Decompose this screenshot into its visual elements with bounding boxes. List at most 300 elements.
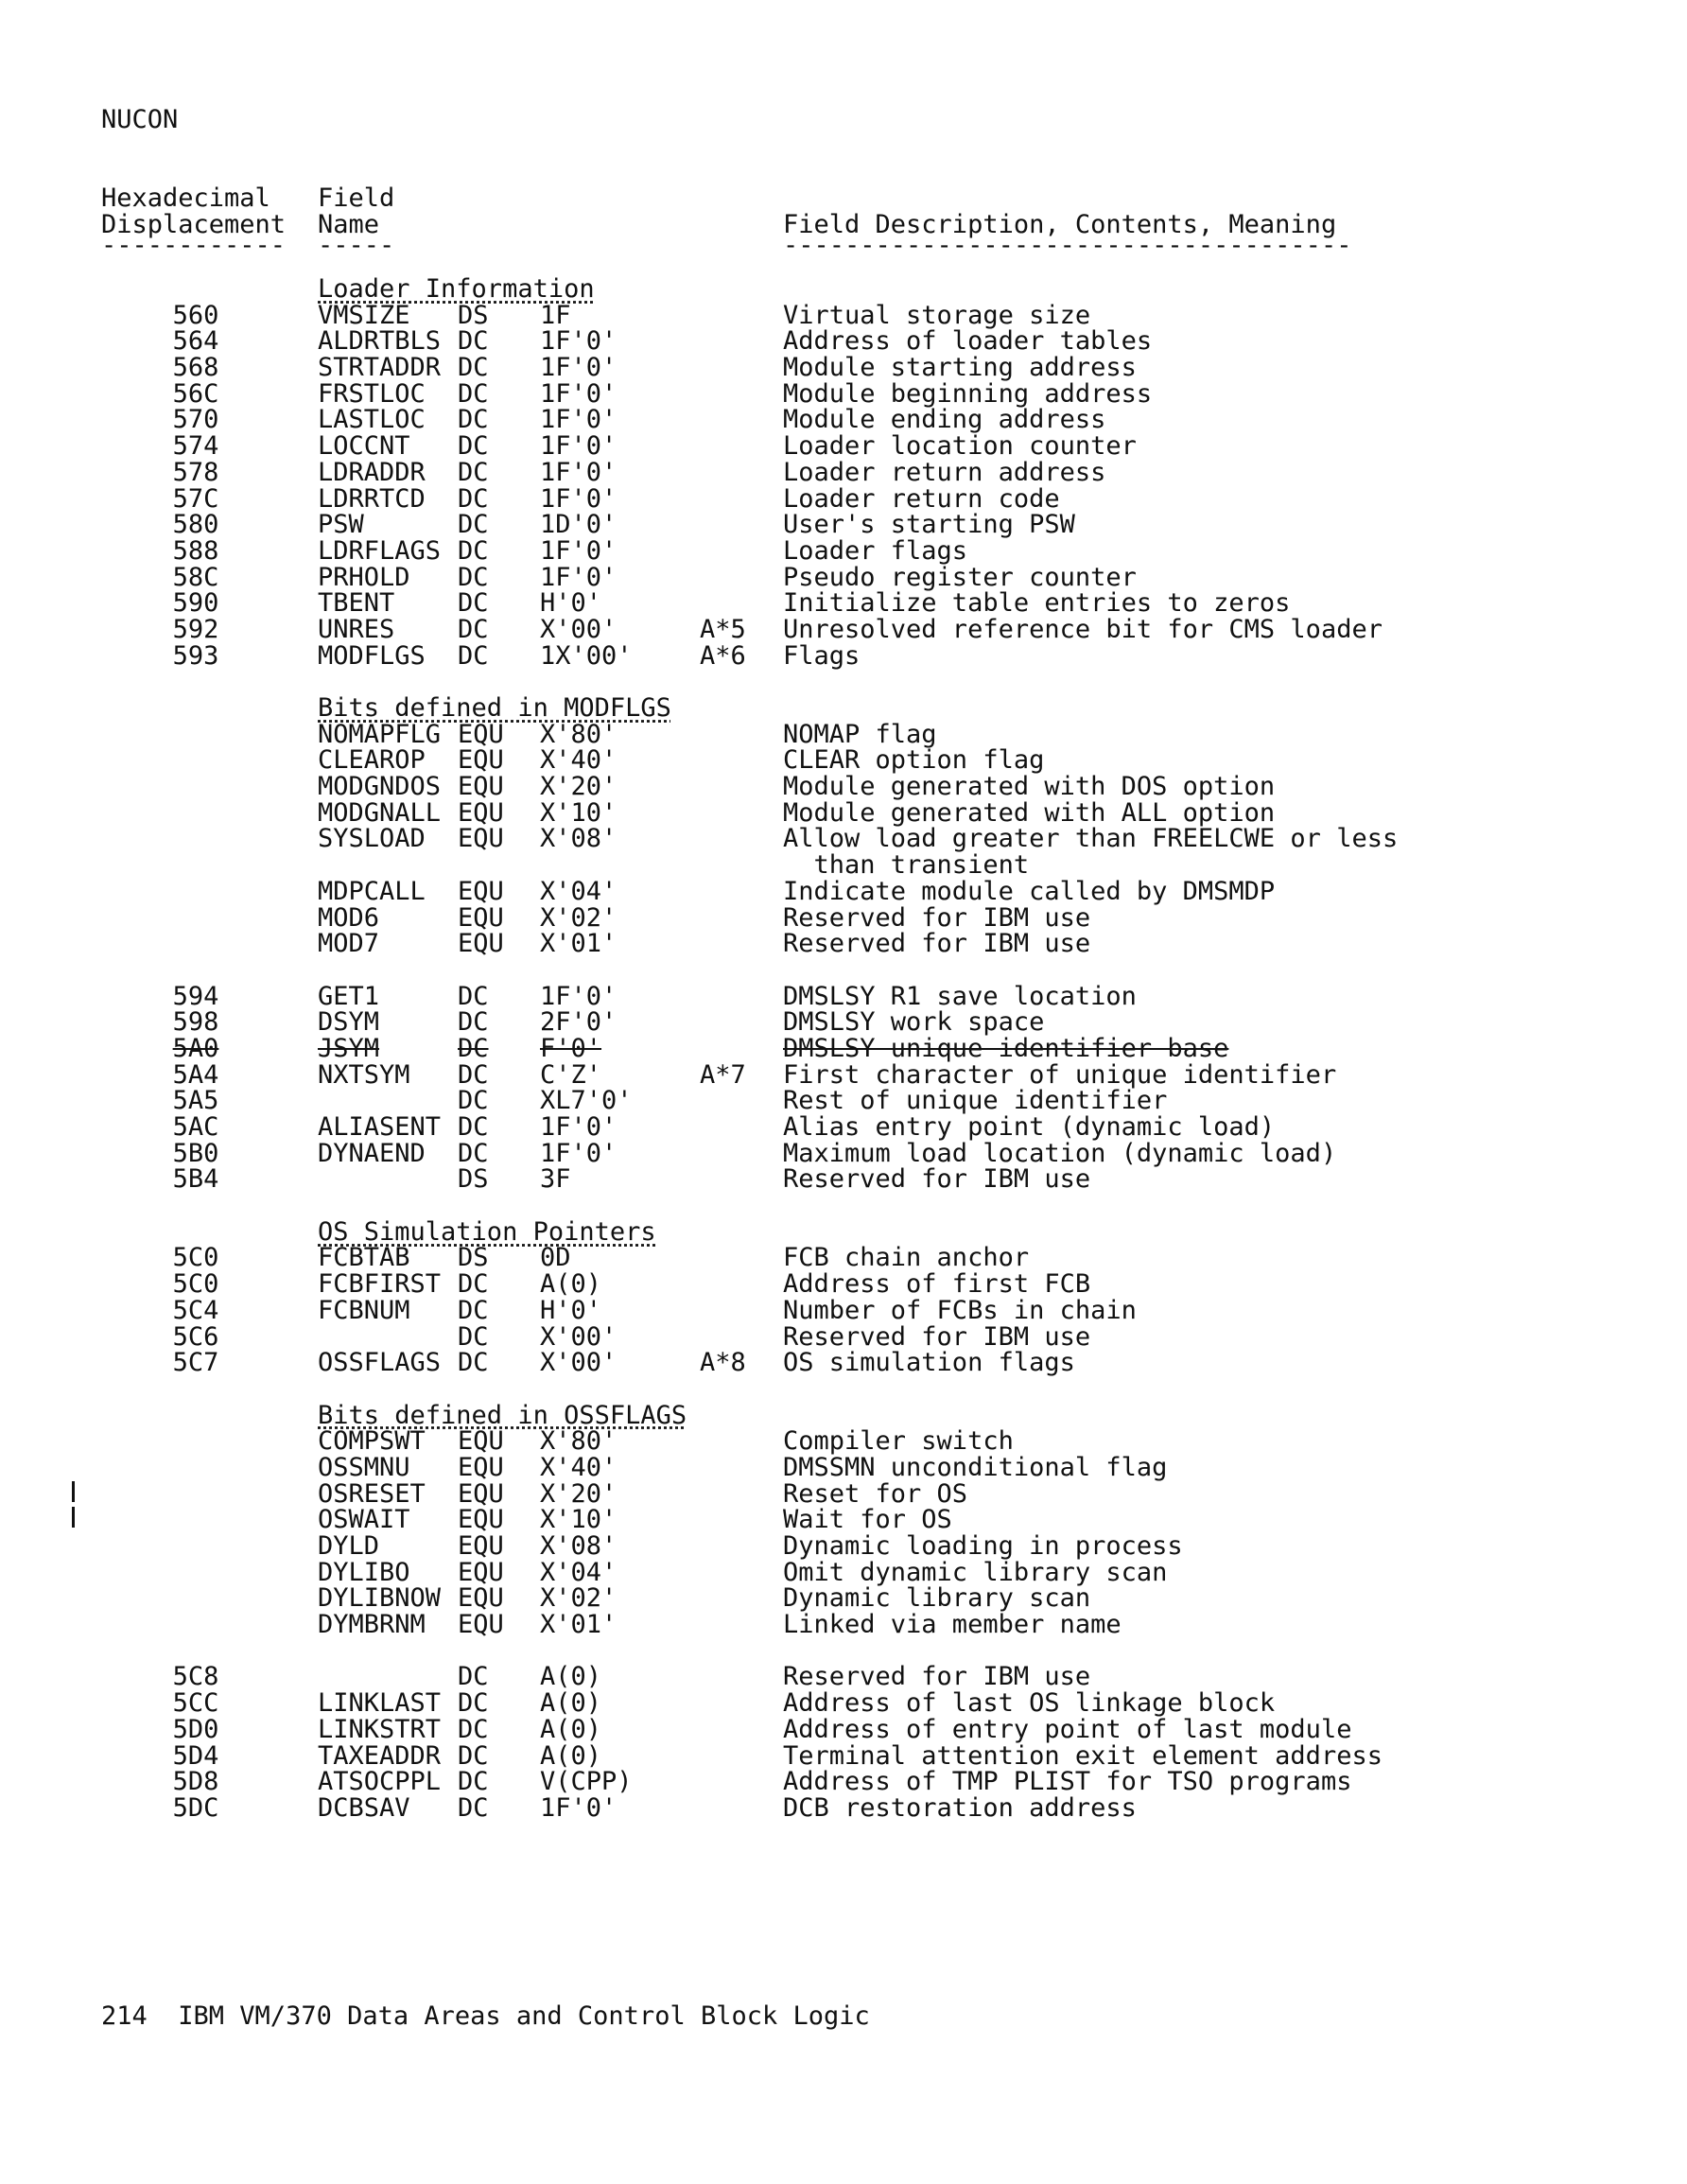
description-cell: Reserved for IBM use <box>783 1662 1091 1692</box>
type-cell: DC <box>458 614 489 644</box>
section-title-row <box>0 1400 1687 1430</box>
type-cell: DC <box>458 1112 489 1142</box>
value-cell: 1F'0' <box>540 353 617 383</box>
table-row <box>0 797 1687 828</box>
table-row <box>0 1740 1687 1771</box>
value-cell: 1F'0' <box>540 562 617 592</box>
description-cell: Address of first FCB <box>783 1269 1091 1300</box>
name-header-line1: Field <box>318 183 395 213</box>
type-cell: EQU <box>458 1478 504 1509</box>
field-name-cell: FRSTLOC <box>318 378 426 409</box>
disp-header-line2: Displacement <box>101 210 287 239</box>
table-row <box>0 457 1687 487</box>
table-row <box>0 1792 1687 1823</box>
type-cell: EQU <box>458 745 504 776</box>
value-cell: X'01' <box>540 929 617 959</box>
description-cell: Allow load greater than FREELCWE or less <box>783 824 1399 854</box>
description-cell: Loader return address <box>783 457 1106 487</box>
displacement-cell: 5B0 <box>172 1138 219 1168</box>
table-row <box>0 1612 1687 1638</box>
name-header-rule: ----- <box>318 231 395 260</box>
field-name-cell: MODFLGS <box>318 640 426 671</box>
table-row <box>0 1271 1687 1298</box>
table-row <box>0 1009 1687 1036</box>
value-cell: 0D <box>540 1243 571 1273</box>
value-cell: 1F'0' <box>540 457 617 487</box>
description-cell: DMSLSY R1 save location <box>783 981 1137 1011</box>
value-cell: X'02' <box>540 1583 617 1614</box>
description-cell: Module starting address <box>783 353 1137 383</box>
column-headers <box>0 185 1687 261</box>
type-cell: DC <box>458 1059 489 1090</box>
section-title-row <box>0 695 1687 722</box>
table-row <box>0 1138 1687 1168</box>
field-name-cell: MDPCALL <box>318 876 426 906</box>
description-cell: Reserved for IBM use <box>783 1321 1091 1352</box>
description-cell: Address of last OS linkage block <box>783 1688 1276 1719</box>
note-cell: A*7 <box>700 1059 746 1090</box>
type-cell: EQU <box>458 1610 504 1640</box>
value-cell: F'0' <box>540 1033 602 1063</box>
section-title: Bits defined in OSSFLAGS <box>318 1400 687 1430</box>
value-cell: A(0) <box>540 1688 602 1719</box>
field-name-cell: MODGNALL <box>318 797 442 828</box>
table-row <box>0 614 1687 644</box>
value-cell: X'20' <box>540 1478 617 1509</box>
table-row <box>0 1088 1687 1114</box>
displacement-cell: 5A4 <box>172 1059 219 1090</box>
displacement-cell: 580 <box>172 510 219 540</box>
field-name-cell: DYMBRNM <box>318 1610 426 1640</box>
table-row <box>0 562 1687 592</box>
type-cell: DC <box>458 1740 489 1771</box>
description-cell: Initialize table entries to zeros <box>783 588 1291 619</box>
type-cell: DC <box>458 1792 489 1823</box>
displacement-cell: 58C <box>172 562 219 592</box>
value-cell: A(0) <box>540 1662 602 1692</box>
value-cell: 1F'0' <box>540 535 617 566</box>
description-cell: NOMAP flag <box>783 719 937 749</box>
displacement-cell: 564 <box>172 326 219 357</box>
displacement-cell: 592 <box>172 614 219 644</box>
description-cell: Module generated with ALL option <box>783 797 1276 828</box>
value-cell: X'80' <box>540 1426 617 1457</box>
description-cell: DMSSMN unconditional flag <box>783 1452 1168 1482</box>
table-row <box>0 1507 1687 1533</box>
field-name-cell: MOD6 <box>318 902 380 933</box>
value-cell: 3F <box>540 1164 571 1195</box>
displacement-cell: 5C8 <box>172 1662 219 1692</box>
description-cell: Linked via member name <box>783 1610 1122 1640</box>
value-cell: X'08' <box>540 1531 617 1561</box>
type-cell: EQU <box>458 1426 504 1457</box>
type-cell: DC <box>458 1714 489 1744</box>
description-cell: User's starting PSW <box>783 510 1075 540</box>
description-cell: Wait for OS <box>783 1505 952 1535</box>
section-title-row <box>0 276 1687 303</box>
type-cell: EQU <box>458 824 504 854</box>
value-cell: X'10' <box>540 797 617 828</box>
field-name-cell: SYSLOAD <box>318 824 426 854</box>
type-cell: DS <box>458 1243 489 1273</box>
field-name-cell: GET1 <box>318 981 380 1011</box>
description-cell: Loader return code <box>783 483 1060 514</box>
description-cell: Alias entry point (dynamic load) <box>783 1112 1276 1142</box>
value-cell: X'20' <box>540 772 617 802</box>
field-name-cell: JSYM <box>318 1033 380 1063</box>
value-cell: X'40' <box>540 745 617 776</box>
value-cell: 1F'0' <box>540 1792 617 1823</box>
description-cell: Flags <box>783 640 861 671</box>
field-name-cell: ATSOCPPL <box>318 1767 442 1797</box>
table-row <box>0 876 1687 906</box>
field-name-cell: LASTLOC <box>318 405 426 435</box>
type-cell: EQU <box>458 1531 504 1561</box>
type-cell: DS <box>458 1164 489 1195</box>
type-cell: EQU <box>458 876 504 906</box>
description-cell: DMSLSY work space <box>783 1007 1045 1038</box>
type-cell: DC <box>458 457 489 487</box>
description-cell: Reset for OS <box>783 1478 968 1509</box>
page-header: NUCON <box>101 105 179 134</box>
value-cell: X'02' <box>540 902 617 933</box>
table-row <box>0 512 1687 538</box>
displacement-cell: 5D8 <box>172 1767 219 1797</box>
field-name-cell: LINKLAST <box>318 1688 442 1719</box>
value-cell: A(0) <box>540 1714 602 1744</box>
description-cell: CLEAR option flag <box>783 745 1045 776</box>
type-cell: DC <box>458 1138 489 1168</box>
displacement-cell: 5D4 <box>172 1740 219 1771</box>
displacement-cell: 5C6 <box>172 1321 219 1352</box>
field-name-cell: TBENT <box>318 588 395 619</box>
displacement-cell: 5DC <box>172 1792 219 1823</box>
type-cell: DC <box>458 981 489 1011</box>
field-name-cell: MODGNDOS <box>318 772 442 802</box>
displacement-cell: 56C <box>172 378 219 409</box>
field-name-cell: PRHOLD <box>318 562 410 592</box>
displacement-cell: 594 <box>172 981 219 1011</box>
displacement-cell: 5C7 <box>172 1348 219 1378</box>
name-header-line2: Name <box>318 210 380 239</box>
field-name-cell: DYLIBO <box>318 1557 410 1587</box>
displacement-cell: 5B4 <box>172 1164 219 1195</box>
field-name-cell: OSSMNU <box>318 1452 410 1482</box>
value-cell: 1F'0' <box>540 326 617 357</box>
table-row <box>0 535 1687 566</box>
field-name-cell: COMPSWT <box>318 1426 426 1457</box>
value-cell: H'0' <box>540 588 602 619</box>
section-title: Bits defined in MODFLGS <box>318 693 671 723</box>
field-name-cell: ALDRTBLS <box>318 326 442 357</box>
section-title-row <box>0 1216 1687 1247</box>
table-row <box>0 719 1687 749</box>
field-name-cell: FCBTAB <box>318 1243 410 1273</box>
type-cell: DC <box>458 431 489 462</box>
table-row <box>0 1585 1687 1612</box>
type-cell: EQU <box>458 797 504 828</box>
displacement-cell: 593 <box>172 640 219 671</box>
field-name-cell: CLEAROP <box>318 745 426 776</box>
value-cell: H'0' <box>540 1295 602 1325</box>
value-cell: X'00' <box>540 1321 617 1352</box>
value-cell: X'04' <box>540 1557 617 1587</box>
field-name-cell: UNRES <box>318 614 395 644</box>
value-cell: C'Z' <box>540 1059 602 1090</box>
description-cell: DMSLSY unique identifier base <box>783 1033 1229 1063</box>
description-cell: Rest of unique identifier <box>783 1086 1168 1116</box>
section-gap <box>0 1193 1687 1219</box>
section-gap <box>0 957 1687 984</box>
table-row <box>0 1557 1687 1587</box>
table-row <box>0 407 1687 433</box>
value-cell: 2F'0' <box>540 1007 617 1038</box>
type-cell: DC <box>458 1662 489 1692</box>
type-cell: DC <box>458 1688 489 1719</box>
field-name-cell: VMSIZE <box>318 300 410 330</box>
displacement-cell: 5C4 <box>172 1295 219 1325</box>
description-cell: Address of TMP PLIST for TSO programs <box>783 1767 1352 1797</box>
value-cell: X'10' <box>540 1505 617 1535</box>
description-cell: Address of loader tables <box>783 326 1153 357</box>
field-name-cell: LOCCNT <box>318 431 410 462</box>
description-cell: Number of FCBs in chain <box>783 1295 1137 1325</box>
description-cell: Dynamic loading in process <box>783 1531 1183 1561</box>
table-row <box>0 355 1687 381</box>
section-title: Loader Information <box>318 274 595 304</box>
type-cell: DC <box>458 1086 489 1116</box>
description-cell: FCB chain anchor <box>783 1243 1030 1273</box>
displacement-cell: 598 <box>172 1007 219 1038</box>
value-cell: 1F'0' <box>540 1112 617 1142</box>
section-gap <box>0 669 1687 695</box>
table-row <box>0 826 1687 852</box>
type-cell: EQU <box>458 1583 504 1614</box>
note-cell: A*8 <box>700 1348 746 1378</box>
field-name-cell: DSYM <box>318 1007 380 1038</box>
field-name-cell: OSSFLAGS <box>318 1348 442 1378</box>
type-cell: DC <box>458 510 489 540</box>
type-cell: DC <box>458 1033 489 1063</box>
description-cell: Module beginning address <box>783 378 1153 409</box>
type-cell: DC <box>458 562 489 592</box>
value-cell: A(0) <box>540 1269 602 1300</box>
displacement-cell: 5A0 <box>172 1033 219 1063</box>
field-name-cell: ALIASENT <box>318 1112 442 1142</box>
type-cell: EQU <box>458 902 504 933</box>
field-name-cell: LDRFLAGS <box>318 535 442 566</box>
field-name-cell: OSWAIT <box>318 1505 410 1535</box>
type-cell: DC <box>458 1007 489 1038</box>
table-row <box>0 1295 1687 1325</box>
disp-header-rule: ------------ <box>101 231 287 260</box>
description-cell: Dynamic library scan <box>783 1583 1091 1614</box>
field-name-cell: LDRADDR <box>318 457 426 487</box>
type-cell: EQU <box>458 1452 504 1482</box>
value-cell: V(CPP) <box>540 1767 633 1797</box>
value-cell: 1F <box>540 300 571 330</box>
note-cell: A*6 <box>700 640 746 671</box>
field-name-cell: DYNAEND <box>318 1138 426 1168</box>
table-row <box>0 378 1687 409</box>
description-cell: Omit dynamic library scan <box>783 1557 1168 1587</box>
table-row <box>0 483 1687 514</box>
value-cell: 1F'0' <box>540 378 617 409</box>
description-cell: DCB restoration address <box>783 1792 1137 1823</box>
type-cell: DC <box>458 483 489 514</box>
table-row <box>0 1664 1687 1690</box>
description-cell: Loader location counter <box>783 431 1137 462</box>
description-cell: OS simulation flags <box>783 1348 1075 1378</box>
type-cell: EQU <box>458 1505 504 1535</box>
value-cell: XL7'0' <box>540 1086 633 1116</box>
description-cell: Indicate module called by DMSMDP <box>783 876 1276 906</box>
description-cell: Module generated with DOS option <box>783 772 1276 802</box>
displacement-cell: 5C0 <box>172 1243 219 1273</box>
table-row <box>0 902 1687 933</box>
type-cell: DC <box>458 405 489 435</box>
displacement-cell: 574 <box>172 431 219 462</box>
table-row <box>0 1714 1687 1744</box>
description-cell: Reserved for IBM use <box>783 1164 1091 1195</box>
type-cell: DC <box>458 1321 489 1352</box>
type-cell: EQU <box>458 1557 504 1587</box>
value-cell: 1D'0' <box>540 510 617 540</box>
table-row <box>0 1452 1687 1482</box>
field-name-cell: TAXEADDR <box>318 1740 442 1771</box>
value-cell: 1F'0' <box>540 1138 617 1168</box>
value-cell: X'01' <box>540 1610 617 1640</box>
value-cell: X'08' <box>540 824 617 854</box>
field-name-cell: OSRESET <box>318 1478 426 1509</box>
description-cell: First character of unique identifier <box>783 1059 1337 1090</box>
value-cell: 1F'0' <box>540 483 617 514</box>
field-name-cell: DCBSAV <box>318 1792 410 1823</box>
description-cell: Loader flags <box>783 535 968 566</box>
field-name-cell: LDRRTCD <box>318 483 426 514</box>
type-cell: DC <box>458 353 489 383</box>
page-footer: 214 IBM VM/370 Data Areas and Control Block Logic <box>101 2001 870 2031</box>
note-cell: A*5 <box>700 614 746 644</box>
value-cell: X'00' <box>540 1348 617 1378</box>
displacement-cell: 560 <box>172 300 219 330</box>
description-cell: Virtual storage size <box>783 300 1091 330</box>
type-cell: DC <box>458 1767 489 1797</box>
table-row <box>0 1428 1687 1455</box>
displacement-cell: 590 <box>172 588 219 619</box>
field-name-cell: MOD7 <box>318 929 380 959</box>
displacement-cell: 5D0 <box>172 1714 219 1744</box>
value-cell: X'04' <box>540 876 617 906</box>
description-cell: than transient <box>783 850 1030 881</box>
displacement-cell: 5C0 <box>172 1269 219 1300</box>
field-name-cell: PSW <box>318 510 364 540</box>
table-row <box>0 1059 1687 1090</box>
value-cell: 1X'00' <box>540 640 633 671</box>
type-cell: DC <box>458 1348 489 1378</box>
field-name-cell: FCBNUM <box>318 1295 410 1325</box>
type-cell: DC <box>458 326 489 357</box>
field-name-cell: NXTSYM <box>318 1059 410 1090</box>
table-row <box>0 774 1687 800</box>
revision-bar <box>72 1507 75 1528</box>
field-name-cell: FCBFIRST <box>318 1269 442 1300</box>
value-cell: 1F'0' <box>540 431 617 462</box>
value-cell: X'80' <box>540 719 617 749</box>
table-row <box>0 433 1687 460</box>
table-row <box>0 328 1687 355</box>
displacement-cell: 5AC <box>172 1112 219 1142</box>
desc-header-rule: ------------------------------------- <box>783 231 1352 260</box>
displacement-cell: 568 <box>172 353 219 383</box>
type-cell: EQU <box>458 719 504 749</box>
table-row <box>0 1114 1687 1141</box>
table-row <box>0 1033 1687 1063</box>
field-name-cell: NOMAPFLG <box>318 719 442 749</box>
section-gap <box>0 1376 1687 1403</box>
type-cell: DC <box>458 535 489 566</box>
displacement-cell: 578 <box>172 457 219 487</box>
description-cell: Module ending address <box>783 405 1106 435</box>
type-cell: DC <box>458 1269 489 1300</box>
table-row <box>0 931 1687 957</box>
description-cell: Maximum load location (dynamic load) <box>783 1138 1337 1168</box>
value-cell: 1F'0' <box>540 405 617 435</box>
field-name-cell: STRTADDR <box>318 353 442 383</box>
table-row <box>0 747 1687 774</box>
displacement-cell: 5CC <box>172 1688 219 1719</box>
section-title: OS Simulation Pointers <box>318 1216 656 1247</box>
table-row <box>0 590 1687 617</box>
value-cell: X'00' <box>540 614 617 644</box>
description-cell: Unresolved reference bit for CMS loader <box>783 614 1383 644</box>
table-row <box>0 640 1687 671</box>
type-cell: DS <box>458 300 489 330</box>
field-name-cell: LINKSTRT <box>318 1714 442 1744</box>
field-name-cell: DYLD <box>318 1531 380 1561</box>
field-table <box>0 276 1687 1822</box>
description-cell: Terminal attention exit element address <box>783 1740 1383 1771</box>
displacement-cell: 588 <box>172 535 219 566</box>
revision-bar <box>72 1481 75 1502</box>
table-row <box>0 1245 1687 1271</box>
section-gap <box>0 1638 1687 1665</box>
type-cell: DC <box>458 640 489 671</box>
desc-header-line2: Field Description, Contents, Meaning <box>783 210 1337 239</box>
table-row <box>0 981 1687 1011</box>
table-row <box>0 300 1687 330</box>
description-cell: Pseudo register counter <box>783 562 1137 592</box>
description-cell: Reserved for IBM use <box>783 902 1091 933</box>
table-row <box>0 1478 1687 1509</box>
description-cell: Reserved for IBM use <box>783 929 1091 959</box>
description-cell: Address of entry point of last module <box>783 1714 1352 1744</box>
description-cell: Compiler switch <box>783 1426 1014 1457</box>
value-cell: A(0) <box>540 1740 602 1771</box>
type-cell: DC <box>458 588 489 619</box>
displacement-cell: 57C <box>172 483 219 514</box>
table-row <box>0 1166 1687 1193</box>
table-row <box>0 1533 1687 1560</box>
table-row <box>0 1321 1687 1352</box>
type-cell: EQU <box>458 772 504 802</box>
type-cell: DC <box>458 1295 489 1325</box>
displacement-cell: 570 <box>172 405 219 435</box>
type-cell: EQU <box>458 929 504 959</box>
disp-header-line1: Hexadecimal <box>101 183 270 213</box>
displacement-cell: 5A5 <box>172 1086 219 1116</box>
type-cell: DC <box>458 378 489 409</box>
